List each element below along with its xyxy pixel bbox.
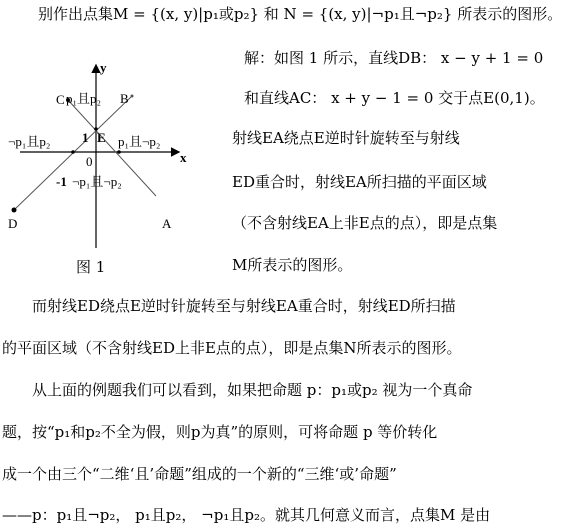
label-neg-one: -1 (56, 174, 67, 189)
label-e: E (97, 130, 106, 145)
text-line-7: M所表示的图形。 (232, 256, 353, 274)
label-a: A (162, 216, 172, 231)
label-origin: 0 (86, 154, 93, 169)
text-line-3: 和直线AC： x + y − 1 = 0 交于点E(0,1)。 (244, 89, 545, 107)
text-line-13: ——p：p₁且¬p₂， p₁且p₂， ¬p₁且p₂。就其几何意义而言，点集M 是由 (2, 506, 491, 524)
figure-1 (0, 55, 210, 285)
x-axis-label: x (180, 150, 187, 165)
text-line-11: 题，按“p₁和p₂不全为假，则p为真”的原则，可将命题 p 等价转化 (2, 423, 438, 441)
region-left-label: ¬p₁且p₂ (8, 134, 51, 149)
text-line-6: （不含射线EA上非E点的点），即是点集 (232, 214, 498, 232)
text-line-10: 从上面的例题我们可以看到，如果把命题 p：p₁或p₂ 视为一个真命 (32, 381, 473, 399)
label-one: 1 (82, 130, 89, 145)
text-line-2: 解：如图 1 所示，直线DB： x − y + 1 = 0 (244, 49, 544, 67)
text-line-9: 的平面区域（不含射线ED上非E点的点），即是点集N所表示的图形。 (2, 339, 462, 357)
point-b (131, 95, 134, 98)
text-line-1: 别作出点集M = {(x, y)|p₁或p₂} 和 N = {(x, y)|¬p₁且¬p₂} 所表示的图形。 (38, 5, 563, 23)
region-bottom-label: ¬p₁且¬p₂ (72, 174, 122, 189)
text-line-4: 射线EA绕点E逆时针旋转至与射线 (232, 129, 460, 147)
label-d: D (8, 216, 18, 231)
text-line-5: ED重合时，射线EA所扫描的平面区域 (232, 173, 487, 191)
region-right-label: p₁且¬p₂ (118, 134, 161, 149)
point-one-x (117, 150, 121, 154)
y-axis-label: y (100, 60, 107, 75)
point-neg-one (71, 150, 75, 154)
label-c: C (56, 92, 65, 107)
text-line-12: 成一个由三个“二维‘且’命题”组成的一个新的“三维‘或’命题” (2, 465, 397, 483)
region-top-label: p₁且p₂ (66, 91, 102, 106)
label-b: B (120, 91, 129, 106)
point-d (12, 208, 17, 213)
figure-caption: 图 1 (76, 258, 106, 276)
text-line-8: 而射线ED绕点E逆时针旋转至与射线EA重合时，射线ED所扫描 (32, 297, 456, 315)
